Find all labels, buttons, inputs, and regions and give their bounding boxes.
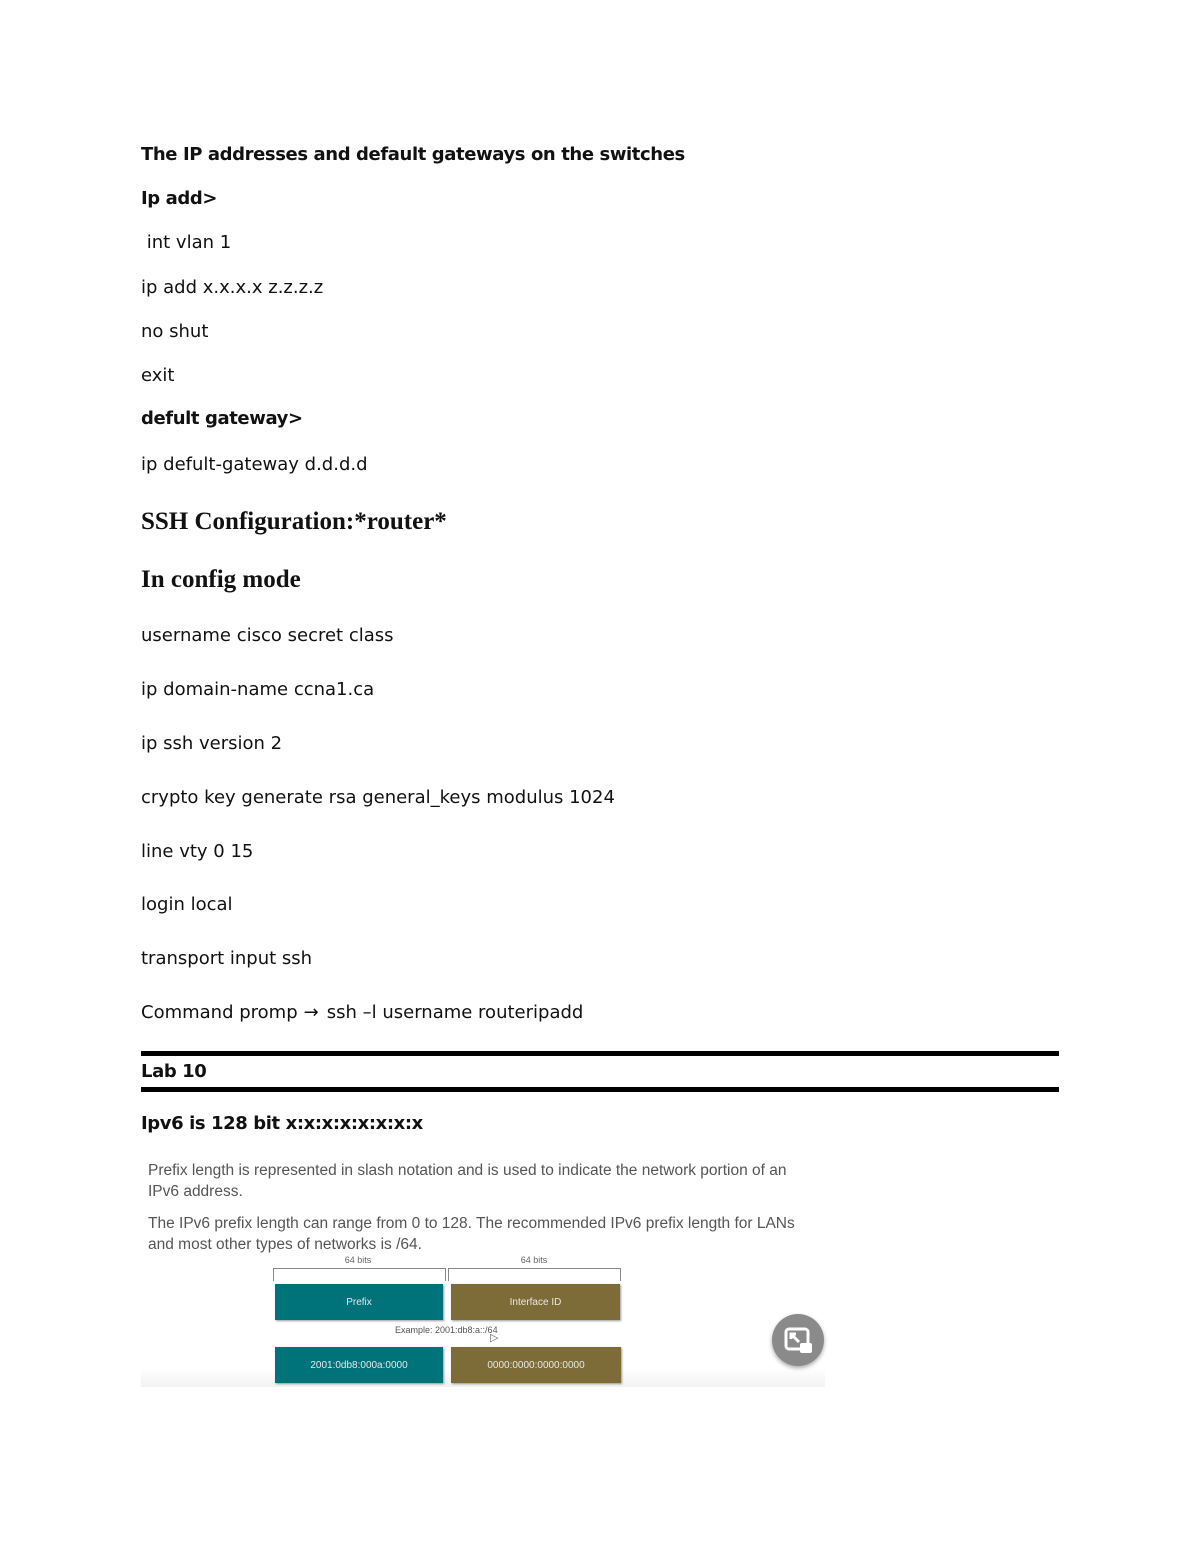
ssh-command: login local <box>141 894 233 915</box>
prefix-value-box: 2001:0db8:000a:0000 <box>275 1347 443 1383</box>
picture-in-picture-button[interactable] <box>772 1314 824 1366</box>
prefix-box: Prefix <box>275 1284 443 1320</box>
example-label: Example: 2001:db8:a::/64 <box>395 1325 498 1335</box>
ssh-command: crypto key generate rsa general_keys modulus 1024 <box>141 787 615 808</box>
cmd-no-shut: no shut <box>141 321 209 342</box>
command-prompt-label: Command promp <box>141 1002 298 1023</box>
ssh-command: ip domain-name ccna1.ca <box>141 679 375 700</box>
figure-paragraph-1: Prefix length is represented in slash notation and is used to indicate the network portion of an IPv6 address. <box>148 1162 787 1200</box>
rule-bottom <box>141 1087 1059 1092</box>
ip-add-label: Ip add> <box>141 188 218 209</box>
ipv6-heading: Ipv6 is 128 bit x:x:x:x:x:x:x:x <box>141 1113 423 1134</box>
arrow-right-icon: → <box>303 1002 319 1023</box>
lab-10-heading: Lab 10 <box>141 1061 207 1082</box>
ssh-configuration-heading: SSH Configuration:*router* <box>141 508 447 535</box>
right-bits-label: 64 bits <box>520 1255 548 1265</box>
figure-paragraph-2: The IPv6 prefix length can range from 0 to 128. The recommended IPv6 prefix length for LANs and most other types of networks is /64. <box>148 1215 795 1253</box>
config-mode-heading: In config mode <box>141 566 301 593</box>
interface-id-box: Interface ID <box>451 1284 620 1320</box>
default-gateway-label: defult gateway> <box>141 408 303 429</box>
cmd-exit: exit <box>141 365 175 386</box>
cursor-icon: ▷ <box>490 1332 499 1344</box>
command-prompt-line <box>141 1002 583 1024</box>
interface-value-box: 0000:0000:0000:0000 <box>451 1347 621 1383</box>
rule-top <box>141 1051 1059 1056</box>
left-bits-label: 64 bits <box>344 1255 372 1265</box>
left-bracket <box>273 1268 446 1281</box>
cmd-default-gateway: ip defult-gateway d.d.d.d <box>141 454 368 475</box>
ssh-command: transport input ssh <box>141 948 313 969</box>
ssh-command: line vty 0 15 <box>141 841 254 862</box>
picture-in-picture-icon <box>772 1314 824 1366</box>
ipv6-prefix-figure <box>141 1155 825 1387</box>
ssh-command: username cisco secret class <box>141 625 394 646</box>
command-prompt-cmd: ssh –l username routeripadd <box>326 1002 584 1023</box>
heading-ip-addresses: The IP addresses and default gateways on the switches <box>141 144 685 165</box>
ssh-command: ip ssh version 2 <box>141 733 283 754</box>
cmd-ip-add: ip add x.x.x.x z.z.z.z <box>141 277 324 298</box>
cmd-int-vlan: int vlan 1 <box>141 232 232 253</box>
right-bracket <box>448 1268 621 1281</box>
